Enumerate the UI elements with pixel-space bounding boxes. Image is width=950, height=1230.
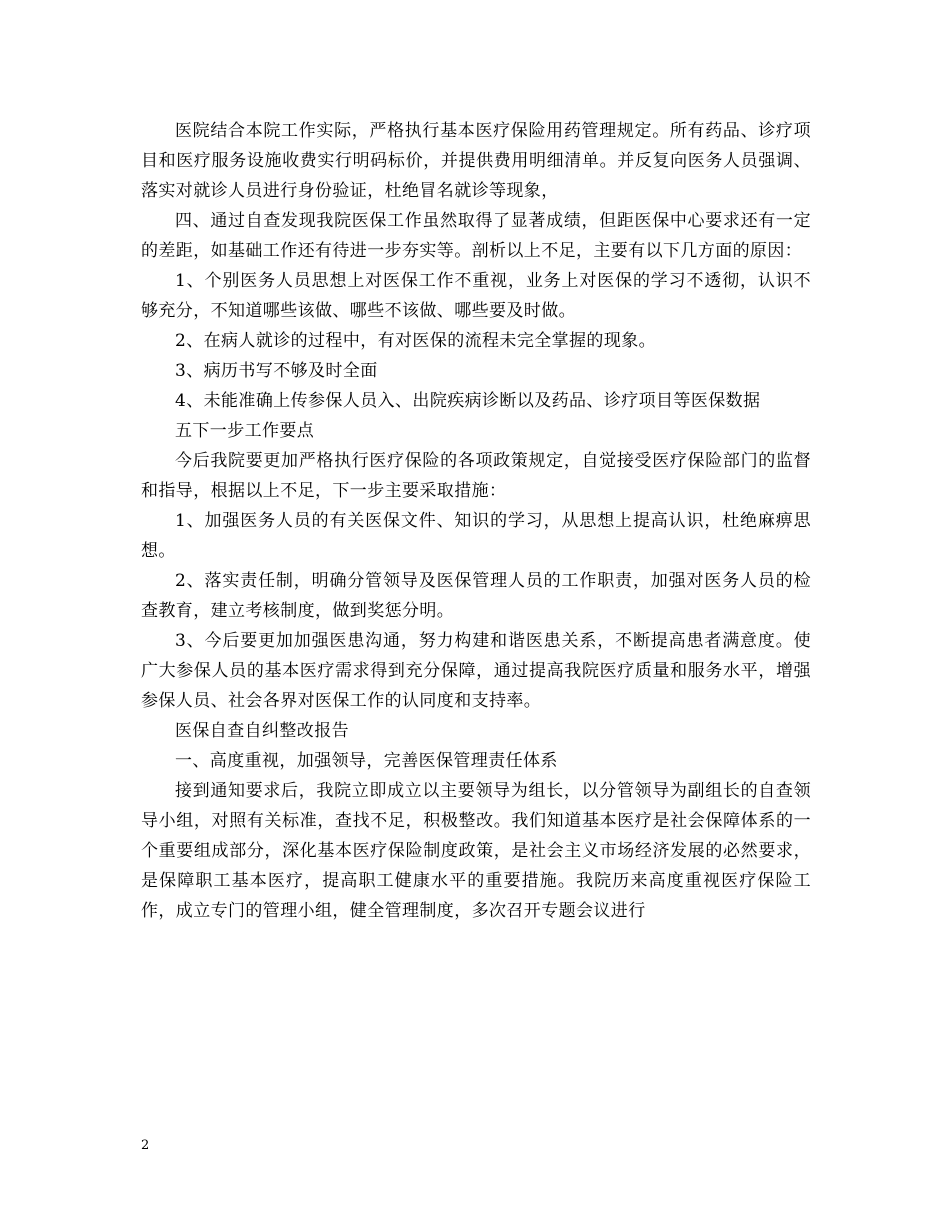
paragraph-next-steps-intro: 今后我院要更加严格执行医疗保险的各项政策规定，自觉接受医疗保险部门的监督和指导，根据以上不足，下一步主要采取措施： (141, 451, 811, 501)
paragraph-measure-3: 3、今后要更加加强医患沟通，努力构建和谐医患关系，不断提高患者满意度。使广大参保人员的基本医疗需求得到充分保障，通过提高我院医疗质量和服务水平，增强参保人员、社会各界对医保工作的认同度和支持率。 (141, 631, 811, 711)
paragraph-medication-rules: 医院结合本院工作实际，严格执行基本医疗保险用药管理规定。所有药品、诊疗项目和医疗服务设施收费实行明码标价，并提供费用明细清单。并反复向医务人员强调、落实对就诊人员进行身份验证，杜绝冒名就诊等现象， (141, 121, 811, 201)
paragraph-reason-1: 1、个别医务人员思想上对医保工作不重视，业务上对医保的学习不透彻，认识不够充分，不知道哪些该做、哪些不该做、哪些要及时做。 (141, 271, 811, 321)
paragraph-section-four: 四、通过自查发现我院医保工作虽然取得了显著成绩，但距医保中心要求还有一定的差距，如基础工作还有待进一步夯实等。剖析以上不足，主要有以下几方面的原因： (141, 211, 811, 261)
page-number: 2 (141, 1138, 150, 1153)
paragraph-reason-3: 3、病历书写不够及时全面 (175, 361, 378, 381)
heading-section-one: 一、高度重视，加强领导，完善医保管理责任体系 (175, 751, 558, 771)
paragraph-measure-2: 2、落实责任制，明确分管领导及医保管理人员的工作职责，加强对医务人员的检查教育，建立考核制度，做到奖惩分明。 (141, 571, 811, 621)
paragraph-self-inspection: 接到通知要求后，我院立即成立以主要领导为组长，以分管领导为副组长的自查领导小组，对照有关标准，查找不足，积极整改。我们知道基本医疗是社会保障体系的一个重要组成部分，深化基本医疗保险制度政策，是社会主义市场经济发展的必然要求，是保障职工基本医疗，提高职工健康水平的重要措施。我院历来高度重视医疗保险工作，成立专门的管理小组，健全管理制度，多次召开专题会议进行 (141, 781, 811, 921)
paragraph-reason-2: 2、在病人就诊的过程中，有对医保的流程未完全掌握的现象。 (175, 331, 657, 351)
heading-report-title: 医保自查自纠整改报告 (175, 721, 349, 741)
heading-next-steps: 五下一步工作要点 (175, 421, 315, 441)
paragraph-reason-4: 4、未能准确上传参保人员入、出院疾病诊断以及药品、诊疗项目等医保数据 (175, 391, 761, 411)
paragraph-measure-1: 1、加强医务人员的有关医保文件、知识的学习，从思想上提高认识，杜绝麻痹思想。 (141, 511, 811, 561)
document-body (141, 116, 811, 926)
